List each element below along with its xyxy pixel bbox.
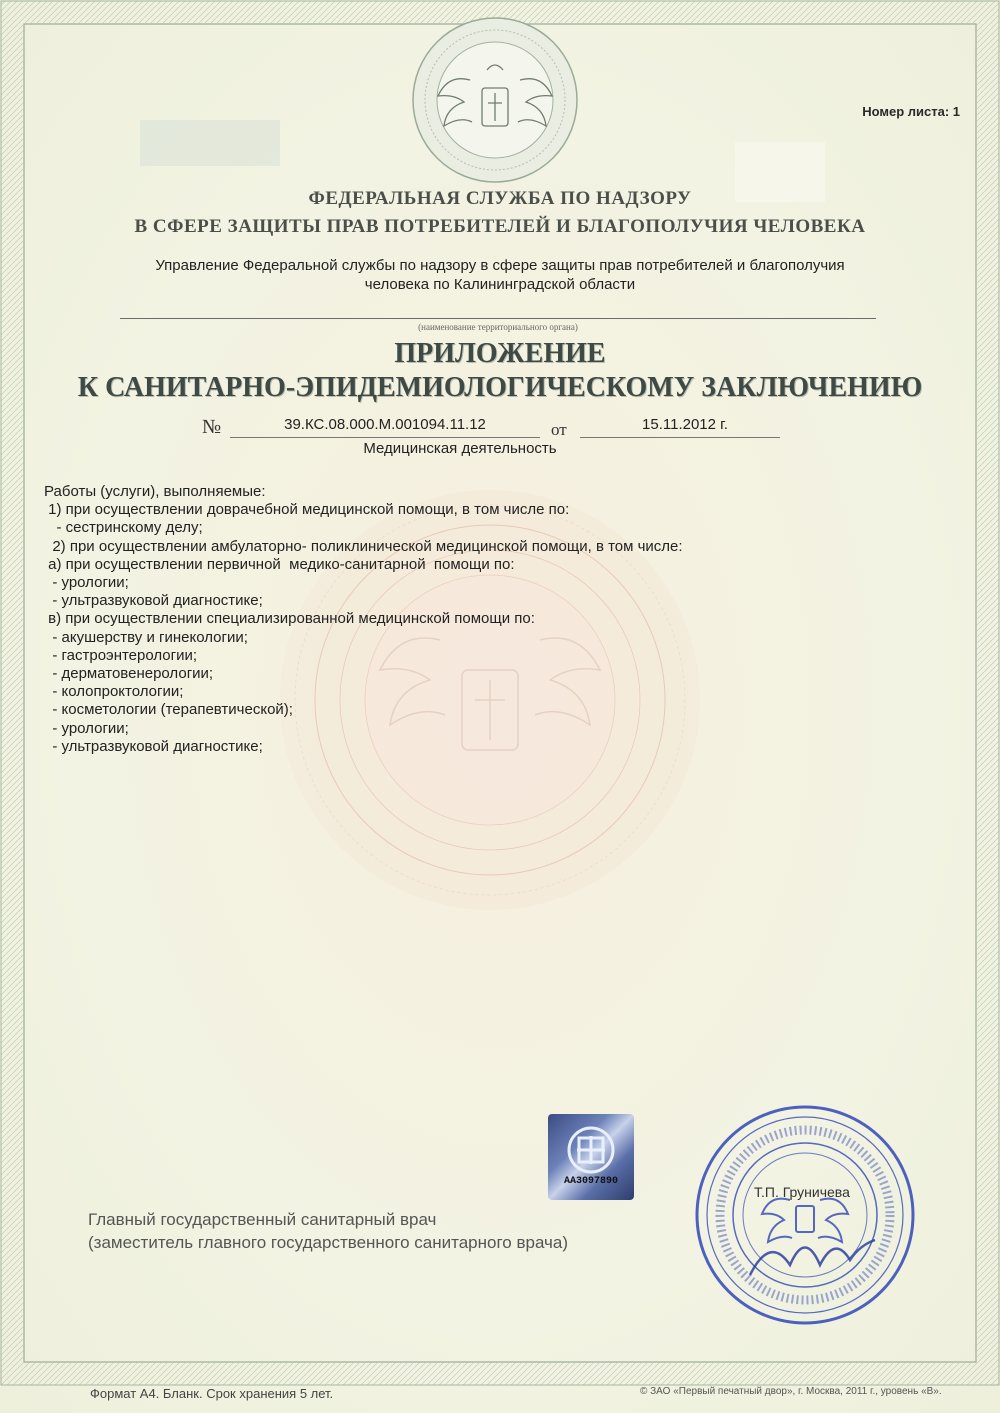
territorial-office-underline (120, 318, 876, 319)
document-title-line1: ПРИЛОЖЕНИЕ (394, 338, 606, 369)
official-stamp (690, 1100, 920, 1330)
territorial-office-line1: Управление Федеральной службы по надзору в сфере защиты прав потребителей и благополучия (155, 257, 845, 274)
list-item: 1) при осуществлении доврачебной медицинской помощи, в том числе по: (44, 501, 570, 519)
footer-format-note: Формат А4. Бланк. Срок хранения 5 лет. (90, 1386, 334, 1401)
signatory-title-line1: Главный государственный санитарный врач (88, 1210, 437, 1229)
conclusion-number: 39.КС.08.000.М.001094.11.12 (284, 416, 486, 433)
footer-printer-note: © ЗАО «Первый печатный двор», г. Москва, 2011 г., уровень «В». (640, 1386, 942, 1397)
activity-type: Медицинская деятельность (363, 440, 557, 457)
list-item: - ультразвуковой диагностике; (44, 737, 263, 755)
number-sign: № (202, 416, 222, 438)
works-list (44, 483, 683, 756)
hologram-emblem-icon (548, 1114, 634, 1200)
list-item: - ультразвуковой диагностике; (44, 592, 263, 610)
list-item: - косметологии (терапевтической); (44, 701, 293, 719)
date-underline (580, 437, 780, 438)
agency-title-line2: В СФЕРЕ ЗАЩИТЫ ПРАВ ПОТРЕБИТЕЛЕЙ И БЛАГОПОЛУЧИЯ ЧЕЛОВЕКА (134, 216, 866, 237)
list-item: а) при осуществлении первичной медико-санитарной помощи по: (44, 555, 515, 573)
sheet-number: Номер листа: 1 (862, 104, 960, 119)
agency-title-line1: ФЕДЕРАЛЬНАЯ СЛУЖБА ПО НАДЗОРУ (308, 188, 692, 209)
list-item: - урологии; (44, 719, 129, 737)
number-underline (230, 437, 540, 438)
document-title-line2: К САНИТАРНО-ЭПИДЕМИОЛОГИЧЕСКОМУ ЗАКЛЮЧЕНИЮ (77, 372, 923, 403)
hologram-serial: АА3097890 (563, 1176, 618, 1187)
list-item: 2) при осуществлении амбулаторно- поликлинической медицинской помощи, в том числе: (44, 537, 683, 555)
hologram-sticker (548, 1114, 634, 1200)
date-from-label: от (551, 420, 567, 439)
handwritten-signature (750, 1240, 875, 1275)
list-item: - акушерству и гинекологии; (44, 628, 248, 646)
list-item: - колопроктологии; (44, 683, 184, 701)
list-item: - урологии; (44, 574, 129, 592)
conclusion-date: 15.11.2012 г. (642, 416, 728, 433)
list-item: в) при осуществлении специализированной медицинской помощи по: (44, 610, 535, 628)
signatory-title-line2: (заместитель главного государственного санитарного врача) (88, 1233, 568, 1252)
signer-name: Т.П. Груничева (754, 1184, 850, 1200)
security-strip (140, 120, 280, 166)
works-intro: Работы (услуги), выполняемые: (44, 483, 266, 500)
list-item: - гастроэнтерологии; (44, 646, 198, 664)
list-item: - сестринскому делу; (44, 519, 203, 537)
territorial-office-caption: (наименование территориального органа) (418, 322, 578, 332)
top-medallion (413, 18, 577, 182)
territorial-office-line2: человека по Калининградской области (364, 276, 636, 293)
stamp-eagle-icon (762, 1199, 848, 1242)
list-item: - дерматовенерологии; (44, 665, 214, 683)
